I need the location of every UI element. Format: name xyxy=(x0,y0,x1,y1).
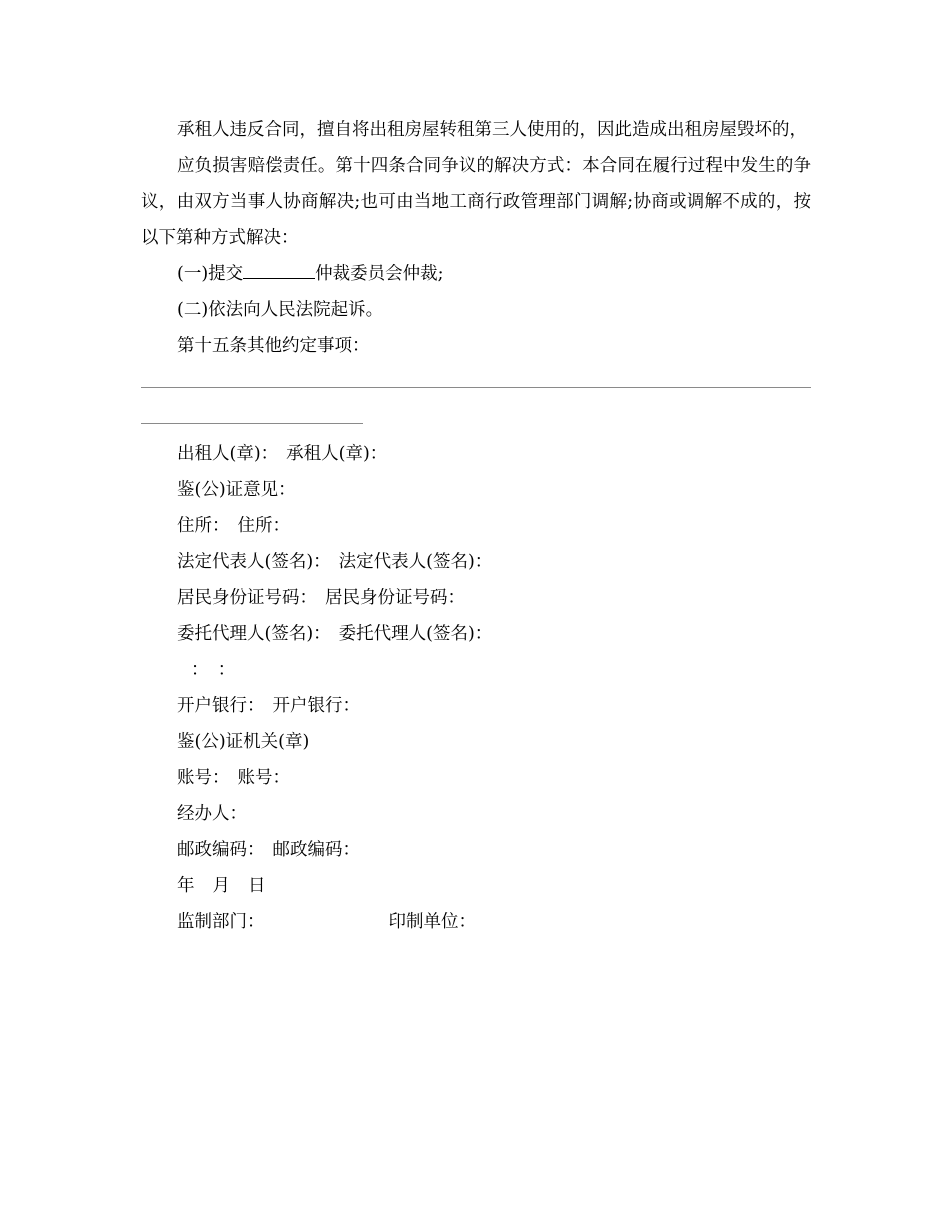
footer-row xyxy=(141,904,811,940)
lessor-agent-label: 委托代理人(签名)： xyxy=(177,624,331,644)
date-month: 月 xyxy=(212,876,230,896)
agent-row xyxy=(141,616,811,652)
option-court: (二)依法向人民法院起诉。 xyxy=(177,300,384,320)
date-row xyxy=(141,868,811,904)
clause-14-dispute-resolution: 应负损害赔偿责任。第十四条合同争议的解决方式：本合同在履行过程中发生的争议，由双方当事人协商解决;也可由当地工商行政管理部门调解;协商或调解不成的，按以下第种方式解决： xyxy=(141,156,811,248)
date-year: 年 xyxy=(177,876,195,896)
lessor-colon: ： xyxy=(191,660,218,680)
lessee-bank-label: 开户银行： xyxy=(272,696,360,716)
option-arbitration xyxy=(141,256,811,292)
account-row xyxy=(141,760,811,796)
handler-label: 经办人： xyxy=(177,804,247,824)
lessee-seal-label: 承租人(章)： xyxy=(286,444,388,464)
fill-line-2 xyxy=(141,400,811,436)
postcode-row xyxy=(141,832,811,868)
id-number-row xyxy=(141,580,811,616)
notary-office-label: 鉴(公)证机关(章) xyxy=(177,732,310,752)
bank-row xyxy=(141,688,811,724)
clause-sublease-damage: 承租人违反合同，擅自将出租房屋转租第三人使用的，因此造成出租房屋毁坏的， xyxy=(177,120,807,140)
date-day: 日 xyxy=(248,876,266,896)
lessee-agent-label: 委托代理人(签名)： xyxy=(338,624,493,644)
option-arbitration-suffix: 仲裁委员会仲裁; xyxy=(315,264,444,284)
lessee-colon: ： xyxy=(217,660,236,680)
legal-rep-row xyxy=(141,544,811,580)
lessee-postcode-label: 邮政编码： xyxy=(272,840,360,860)
lessor-seal-label: 出租人(章)： xyxy=(177,444,279,464)
fill-line-2-stroke xyxy=(141,423,363,424)
lessor-legal-rep-label: 法定代表人(签名)： xyxy=(177,552,331,572)
lessee-address-label: 住所： xyxy=(237,516,290,536)
lessee-account-label: 账号： xyxy=(237,768,290,788)
lessee-legal-rep-label: 法定代表人(签名)： xyxy=(338,552,493,572)
seal-row xyxy=(141,436,811,472)
lessor-id-number-label: 居民身份证号码： xyxy=(177,588,317,608)
fill-line-1 xyxy=(141,364,811,400)
clause-15-other-matters: 第十五条其他约定事项： xyxy=(177,336,370,356)
lessor-account-label: 账号： xyxy=(177,768,230,788)
lessor-address-label: 住所： xyxy=(177,516,230,536)
notary-opinion-label: 鉴(公)证意见： xyxy=(177,480,296,500)
fill-line-1-stroke xyxy=(141,387,811,388)
address-row xyxy=(141,508,811,544)
arbitration-committee-blank xyxy=(243,264,315,279)
supervisor-label: 监制部门： xyxy=(177,912,265,932)
colon-row xyxy=(141,652,811,688)
document-body xyxy=(141,112,811,940)
option-arbitration-prefix: (一)提交 xyxy=(177,264,244,284)
lessor-bank-label: 开户银行： xyxy=(177,696,265,716)
lessee-id-number-label: 居民身份证号码： xyxy=(325,588,465,608)
printer-label: 印制单位： xyxy=(388,912,476,932)
lessor-postcode-label: 邮政编码： xyxy=(177,840,265,860)
